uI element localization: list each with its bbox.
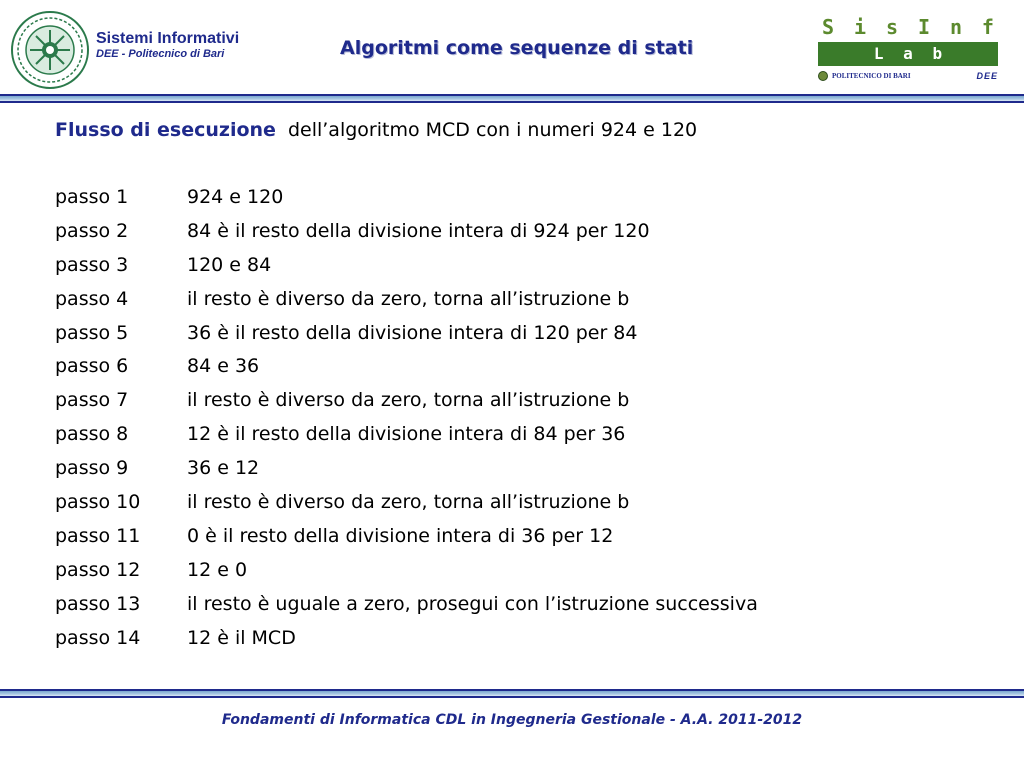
step-label: passo 4: [55, 287, 129, 310]
step-text: 84 è il resto della divisione intera di 924 per 120: [187, 219, 650, 242]
step-label: passo 11: [55, 524, 141, 547]
list-item: [55, 384, 995, 418]
brand-title: Sistemi Informativi: [96, 30, 240, 47]
header-divider: [0, 94, 1024, 103]
lab-letter: a: [903, 44, 913, 63]
list-item: [55, 181, 995, 215]
lab-letter: i: [853, 15, 867, 39]
institution-name: POLITECNICO DI BARI: [832, 72, 911, 80]
brand-subtitle: DEE - Politecnico di Bari: [96, 48, 225, 60]
list-item: [55, 317, 995, 351]
list-item: [55, 249, 995, 283]
politecnico-mark: [818, 71, 911, 81]
lab-logo-bar: [818, 42, 998, 66]
lab-letter: f: [981, 15, 994, 39]
lab-logo-top-letters: [818, 14, 998, 40]
step-label: passo 2: [55, 219, 129, 242]
execution-steps-list: [55, 181, 995, 655]
list-item: [55, 452, 995, 486]
step-label: passo 8: [55, 423, 129, 446]
brand-block: [96, 30, 239, 61]
list-item: [55, 554, 995, 588]
lab-letter: s: [885, 15, 899, 39]
lab-letter: L: [873, 44, 884, 63]
list-item: [55, 418, 995, 452]
slide-subtitle: [55, 115, 995, 145]
sisinf-lab-logo: [818, 14, 998, 82]
list-item: [55, 622, 995, 656]
step-text: 12 è il resto della divisione intera di 84 per 36: [187, 423, 626, 446]
step-text: 924 e 120: [187, 186, 284, 208]
step-text: 36 è il resto della divisione intera di 120 per 84: [187, 321, 638, 344]
step-label: passo 13: [55, 592, 141, 615]
lab-letter: n: [949, 15, 962, 39]
list-item: [55, 283, 995, 317]
step-text: il resto è diverso da zero, torna all’istruzione b: [187, 389, 630, 412]
step-text: 84 e 36: [187, 355, 260, 378]
list-item: [55, 520, 995, 554]
step-text: 12 è il MCD: [187, 626, 296, 649]
step-label: passo 1: [55, 186, 129, 208]
university-seal-logo: [10, 10, 90, 90]
step-label: passo 10: [55, 491, 141, 514]
mini-seal-icon: [818, 71, 828, 81]
subtitle-lead: Flusso di esecuzione: [55, 119, 276, 141]
step-text: 12 e 0: [187, 558, 248, 581]
step-text: 120 e 84: [187, 253, 272, 276]
list-item: [55, 486, 995, 520]
step-text: 36 e 12: [187, 457, 260, 480]
step-text: il resto è diverso da zero, torna all’istruzione b: [187, 287, 630, 310]
list-item: [55, 215, 995, 249]
step-label: passo 9: [55, 457, 129, 480]
list-item: [55, 350, 995, 384]
step-label: passo 5: [55, 321, 129, 344]
step-text: il resto è uguale a zero, prosegui con l’istruzione successiva: [187, 592, 758, 615]
step-label: passo 12: [55, 558, 141, 581]
lab-letter: I: [917, 15, 930, 39]
step-text: 0 è il resto della divisione intera di 36 per 12: [187, 524, 614, 547]
step-text: il resto è diverso da zero, torna all’istruzione b: [187, 491, 630, 514]
lab-letter: S: [822, 15, 835, 39]
subtitle-rest: dell’algoritmo MCD con i numeri 924 e 120: [287, 119, 698, 141]
step-label: passo 3: [55, 253, 129, 276]
slide-body: [55, 115, 995, 655]
lab-letter: b: [932, 44, 943, 63]
list-item: [55, 588, 995, 622]
step-label: passo 14: [55, 626, 141, 649]
lab-logo-footer: [818, 71, 998, 81]
footer-divider: [0, 689, 1024, 698]
footer-text: Fondamenti di Informatica CDL in Ingegneria Gestionale - A.A. 2011-2012: [221, 712, 803, 728]
step-label: passo 6: [55, 355, 129, 378]
step-label: passo 7: [55, 389, 129, 412]
slide-title: Algoritmi come sequenze di stati: [340, 37, 694, 59]
dee-mark: DEE: [976, 71, 998, 81]
